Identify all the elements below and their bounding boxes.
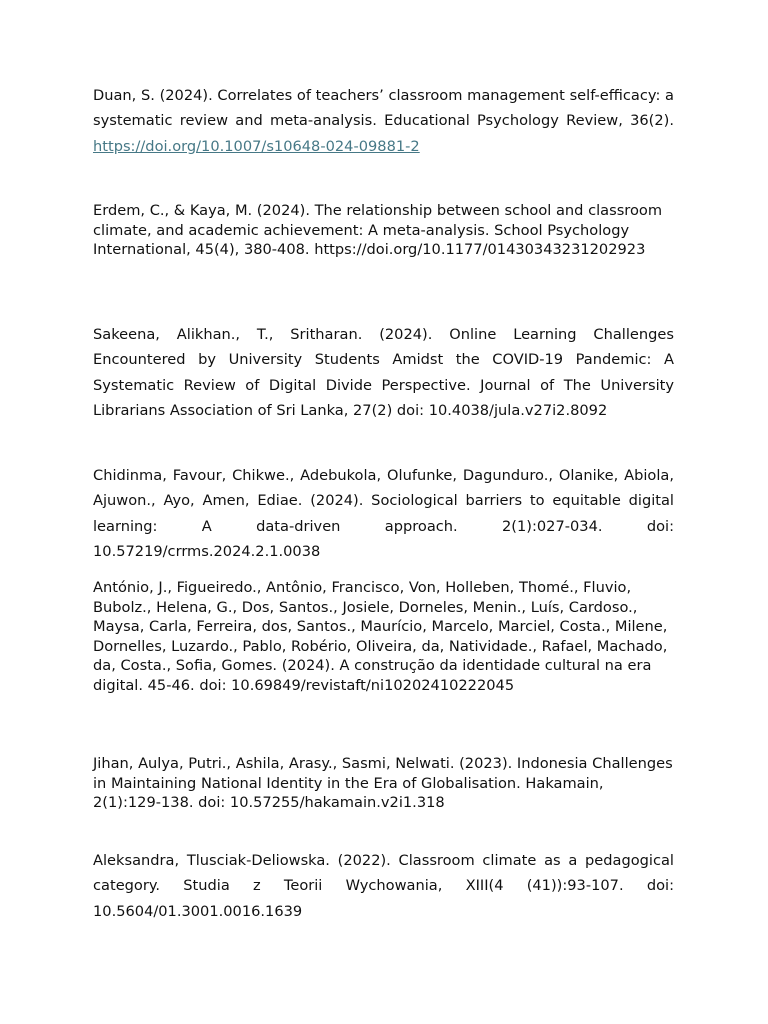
reference-entry-aleksandra: [93, 848, 674, 924]
reference-entry-duan: [93, 83, 674, 159]
reference-entry-chidinma: [93, 463, 674, 565]
reference-text: Aleksandra, Tlusciak-Deliowska. (2022). Classroom climate as a pedagogical category. Studia z Teorii Wychowania, XIII(4 (41)):93-107. doi: 10.5604/01.3001.0016.1639: [93, 852, 674, 920]
reference-entry-jihan: [93, 754, 674, 813]
reference-text: Erdem, C., & Kaya, M. (2024). The relationship between school and classroom climate, and academic achievement: A meta-analysis. School Psychology International, 45(4), 380-408. https://doi.org/10.1177/01430343231202923: [93, 202, 663, 259]
doi-link[interactable]: https://doi.org/10.1007/s10648-024-09881-2: [93, 137, 420, 155]
reference-text: Jihan, Aulya, Putri., Ashila, Arasy., Sasmi, Nelwati. (2023). Indonesia Challenges in Maintaining National Identity in the Era of Globalisation. Hakamain, 2(1):129-138. doi: 10.57255/hakamain.v2i1.318: [93, 755, 673, 812]
reference-text: Chidinma, Favour, Chikwe., Adebukola, Olufunke, Dagunduro., Olanike, Abiola, Ajuwon., Ayo, Amen, Ediae. (2024). Sociological barriers to equitable digital learning: A data-driven approach. 2(1):027-034. doi: 10.57219/crrms.2024.2.1.0038: [93, 467, 674, 561]
reference-entry-erdem: [93, 201, 674, 260]
reference-text: Sakeena, Alikhan., T., Sritharan. (2024). Online Learning Challenges Encountered by University Students Amidst the COVID-19 Pandemic: A Systematic Review of Digital Divide Perspective. Journal of The University Librarians Association of Sri Lanka, 27(2) doi: 10.4038/jula.v27i2.8092: [93, 326, 674, 420]
reference-entry-antonio: [93, 578, 674, 696]
reference-text: António, J., Figueiredo., Antônio, Francisco, Von, Holleben, Thomé., Fluvio, Bubolz., Helena, G., Dos, Santos., Josiele, Dorneles, Menin., Luís, Cardoso., Maysa, Carla, Ferreira, dos, Santos., Maurício, Marcelo, Marciel, Costa., Milene, Dornelles, Luzardo., Pablo, Robério, Oliveira, da, Natividade., Rafael, Machado, da, Costa., Sofia, Gomes. (2024). A construção da identidade cultural na era digital. 45-46. doi: 10.69849/revistaft/ni10202410222045: [93, 579, 668, 694]
reference-entry-sakeena: [93, 322, 674, 424]
reference-text: Duan, S. (2024). Correlates of teachers’ classroom management self-efficacy: a systematic review and meta-analysis. Educational Psychology Review, 36(2).: [93, 87, 674, 130]
